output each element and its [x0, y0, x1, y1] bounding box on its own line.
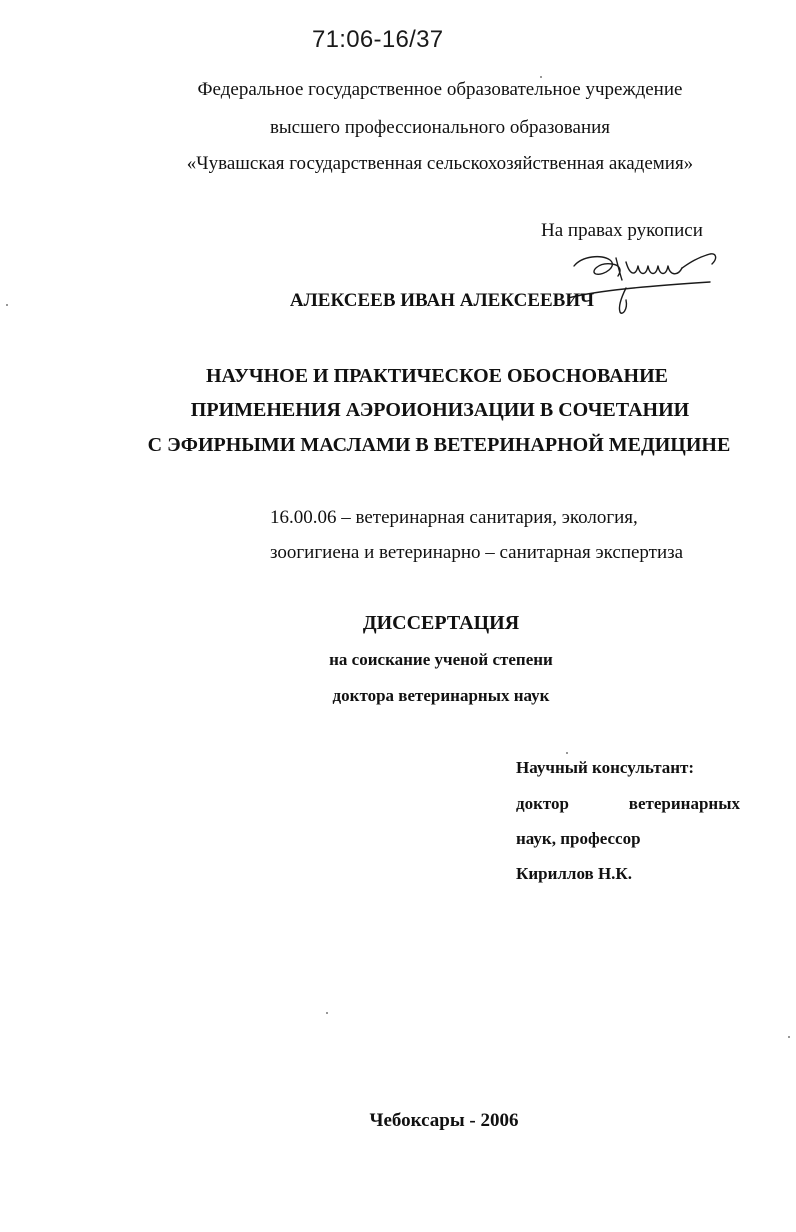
institution-line-1: Федеральное государственное образовательное учреждение: [197, 79, 683, 100]
catalog-number: 71:06-16/37: [312, 26, 444, 53]
city-year: Чебоксары - 2006: [369, 1110, 519, 1131]
scan-speck: [540, 76, 542, 78]
dissertation-label: ДИССЕРТАЦИЯ: [362, 612, 520, 634]
consultant-name: Кириллов Н.К.: [516, 864, 633, 883]
consultant-degree-word-1: доктор: [516, 794, 569, 813]
scan-speck: [326, 1012, 328, 1014]
title-line-3: С ЭФИРНЫМИ МАСЛАМИ В ВЕТЕРИНАРНОЙ МЕДИЦИНЕ: [147, 434, 731, 456]
scan-speck: [788, 1036, 790, 1038]
institution-line-2: высшего профессионального образования: [269, 117, 611, 138]
specialty-line-2: зоогигиена и ветеринарно – санитарная экспертиза: [270, 542, 684, 563]
title-line-2: ПРИМЕНЕНИЯ АЭРОИОНИЗАЦИИ В СОЧЕТАНИИ: [190, 399, 690, 421]
manuscript-rights-note: На правах рукописи: [541, 220, 703, 241]
consultant-degree-line: [516, 794, 740, 814]
consultant-title-line: наук, профессор: [516, 829, 641, 848]
consultant-label: Научный консультант:: [516, 758, 695, 777]
title-line-1: НАУЧНОЕ И ПРАКТИЧЕСКОЕ ОБОСНОВАНИЕ: [205, 365, 668, 387]
author-name: АЛЕКСЕЕВ ИВАН АЛЕКСЕЕВИЧ: [289, 290, 595, 311]
scan-speck: [6, 304, 8, 306]
institution-line-3: «Чувашская государственная сельскохозяйственная академия»: [186, 153, 694, 174]
consultant-degree-word-2: ветеринарных: [628, 794, 740, 813]
scan-speck: [566, 752, 568, 754]
degree-line-1: на соискание ученой степени: [329, 650, 553, 669]
degree-line-2: доктора ветеринарных наук: [332, 686, 550, 705]
specialty-line-1: 16.00.06 – ветеринарная санитария, экология,: [270, 507, 638, 528]
